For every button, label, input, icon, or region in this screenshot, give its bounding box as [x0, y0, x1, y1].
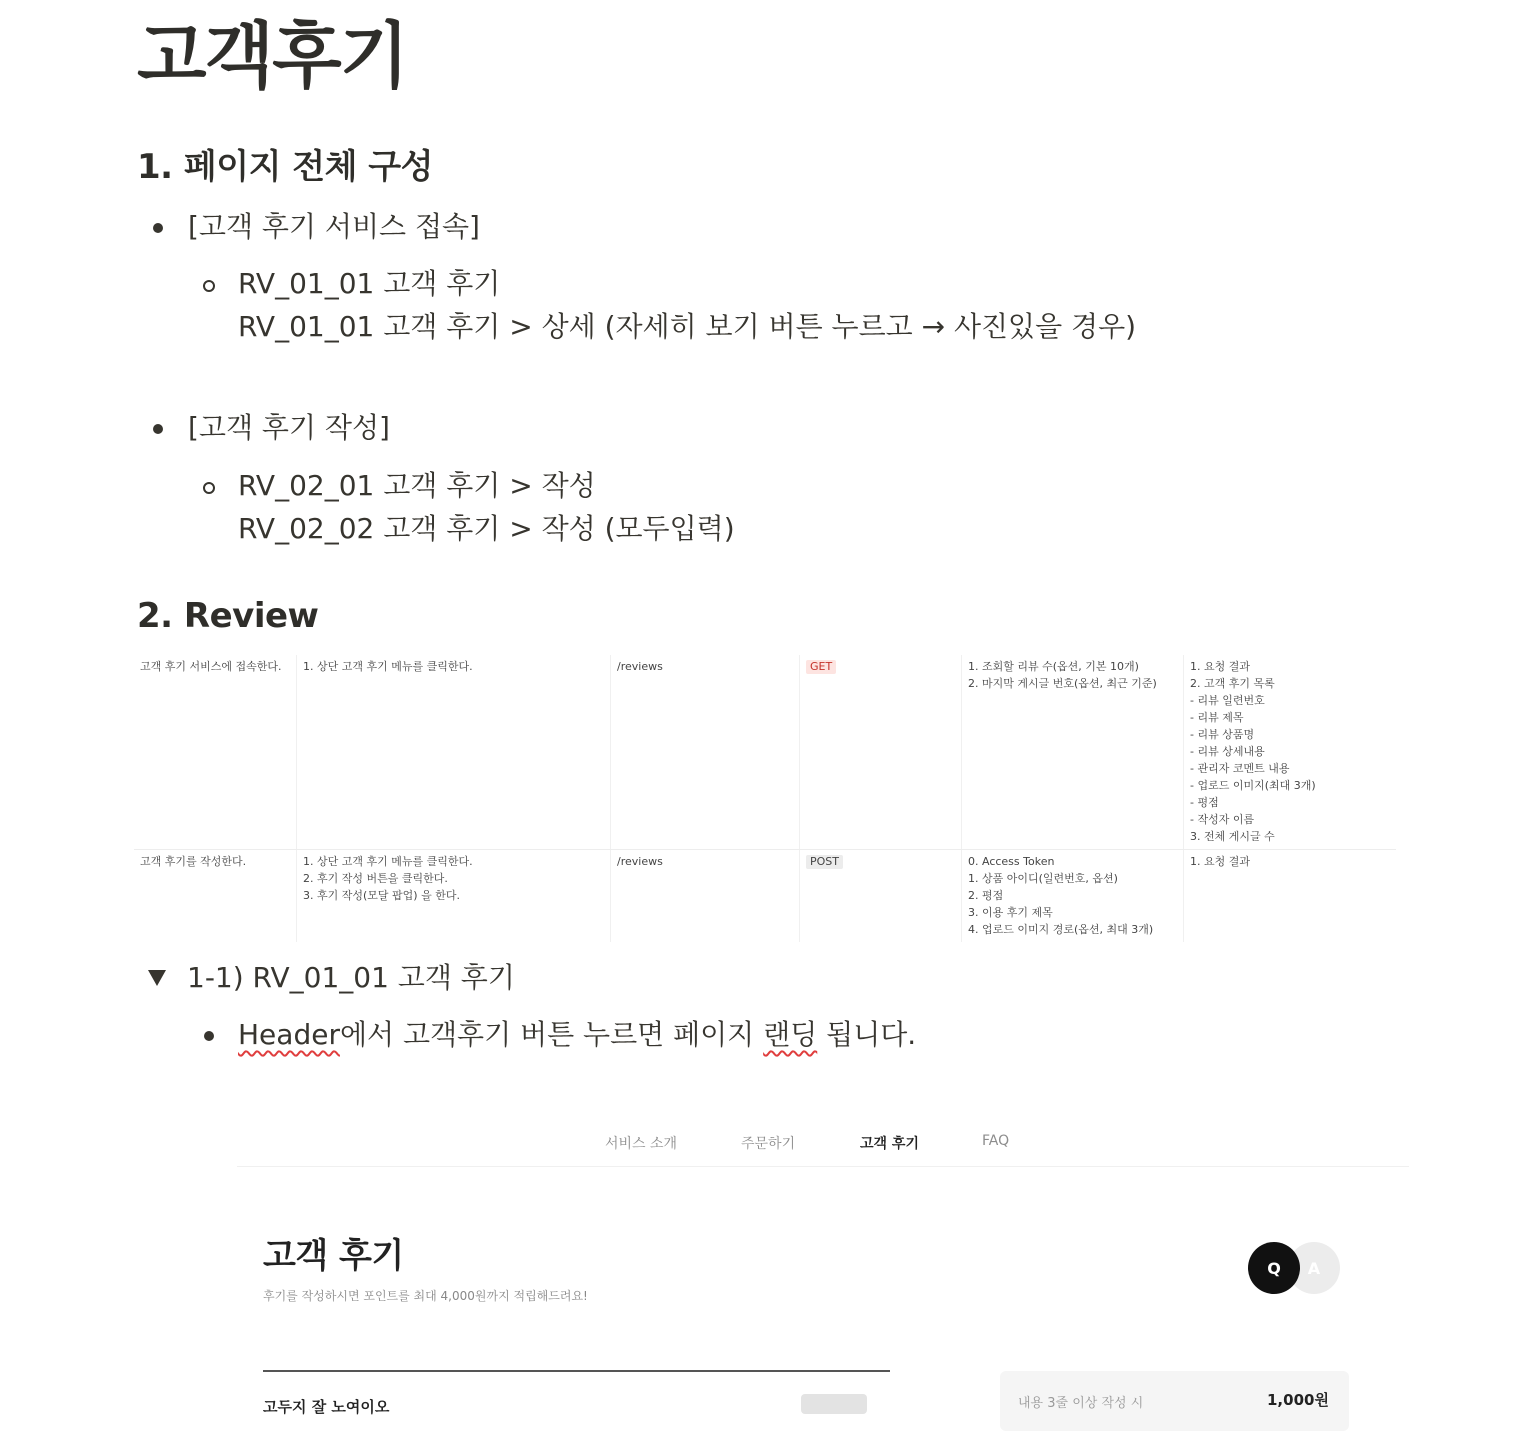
spellcheck-word: Header [238, 1018, 340, 1051]
qa-q-button[interactable]: Q [1248, 1242, 1300, 1294]
cell-method [799, 850, 961, 942]
toggle-label[interactable]: 1-1) RV_01_01 고객 후기 [187, 961, 515, 994]
section-heading-structure: 1. 페이지 전체 구성 [137, 147, 433, 187]
reward-label: 내용 3줄 이상 작성 시 [1018, 1396, 1144, 1411]
cell-scenario: 고객 후기를 작성한다. [140, 855, 247, 868]
group-label-write: [고객 후기 작성] [188, 411, 390, 444]
bullet-dot [153, 424, 163, 434]
cell-scenario: 고객 후기 서비스에 접속한다. [140, 660, 282, 673]
method-badge-post: POST [806, 855, 843, 869]
cell-endpoint: /reviews [610, 850, 799, 942]
spellcheck-word: 랜딩 [763, 1018, 818, 1051]
bullet-dot [204, 1031, 214, 1041]
embedded-screenshot [237, 1100, 1409, 1416]
reward-value: 1,000원 [1267, 1391, 1329, 1409]
cell-endpoint: /reviews [610, 655, 799, 849]
cell-response: 1. 요청 결과 [1183, 850, 1396, 942]
sub-bullet-ring [203, 482, 215, 494]
shot-page-title: 고객 후기 [263, 1236, 404, 1276]
nav-divider [237, 1166, 1409, 1167]
bullet-dot [153, 223, 163, 233]
nav-service-intro[interactable]: 서비스 소개 [605, 1136, 678, 1152]
cell-steps: 1. 상단 고객 후기 메뉴를 클릭한다. 2. 후기 작성 버튼을 클릭한다. 3. 후기 작성(모달 팝업) 을 한다. [296, 850, 610, 942]
nav-reviews[interactable]: 고객 후기 [860, 1136, 919, 1152]
toggle-bullet-text: Header에서 고객후기 버튼 누르면 페이지 랜딩 됩니다. [238, 1018, 917, 1051]
nav-order[interactable]: 주문하기 [741, 1136, 796, 1152]
review-thumbnail [801, 1394, 867, 1414]
group-label-access: [고객 후기 서비스 접속] [188, 210, 480, 243]
sub-bullet-ring [203, 280, 215, 292]
cell-response: 1. 요청 결과 2. 고객 후기 목록 - 리뷰 일련번호 - 리뷰 제목 - 리뷰 상품명 - 리뷰 상세내용 - 관리자 코멘트 내용 - 업로드 이미지(최대 3개) - 평점 - 작성자 이름 3. 전체 게시글 수 [1183, 655, 1396, 849]
section-heading-review: 2. Review [137, 596, 319, 636]
screen-item: RV_01_01 고객 후기 > 상세 (자세히 보기 버튼 누르고 → 사진있을 경우) [238, 310, 1137, 343]
cell-method [799, 655, 961, 849]
shot-subtitle: 후기를 작성하시면 포인트를 최대 4,000원까지 적립해드려요! [263, 1289, 588, 1303]
table-row [134, 655, 1396, 850]
cell-request: 0. Access Token 1. 상품 아이디(일련번호, 옵션) 2. 평점 3. 이용 후기 제목 4. 업로드 이미지 경로(옵션, 최대 3개) [961, 850, 1183, 942]
screen-item: RV_02_02 고객 후기 > 작성 (모두입력) [238, 512, 735, 545]
nav-faq[interactable]: FAQ [982, 1133, 1010, 1149]
screen-item: RV_01_01 고객 후기 [238, 267, 501, 300]
review-title-partial: 고두지 잘 노여이오 [263, 1398, 390, 1416]
toggle-triangle-icon[interactable] [148, 970, 166, 986]
api-table [134, 655, 1396, 942]
table-row [134, 850, 1396, 942]
list-top-rule [263, 1370, 890, 1372]
page-title: 고객후기 [137, 14, 408, 98]
screen-item: RV_02_01 고객 후기 > 작성 [238, 469, 596, 502]
cell-steps: 1. 상단 고객 후기 메뉴를 클릭한다. [296, 655, 610, 849]
cell-request: 1. 조회할 리뷰 수(옵션, 기본 10개) 2. 마지막 게시글 번호(옵션, 최근 기준) [961, 655, 1183, 849]
method-badge-get: GET [806, 660, 836, 674]
qa-a-button[interactable]: A [1288, 1242, 1340, 1294]
